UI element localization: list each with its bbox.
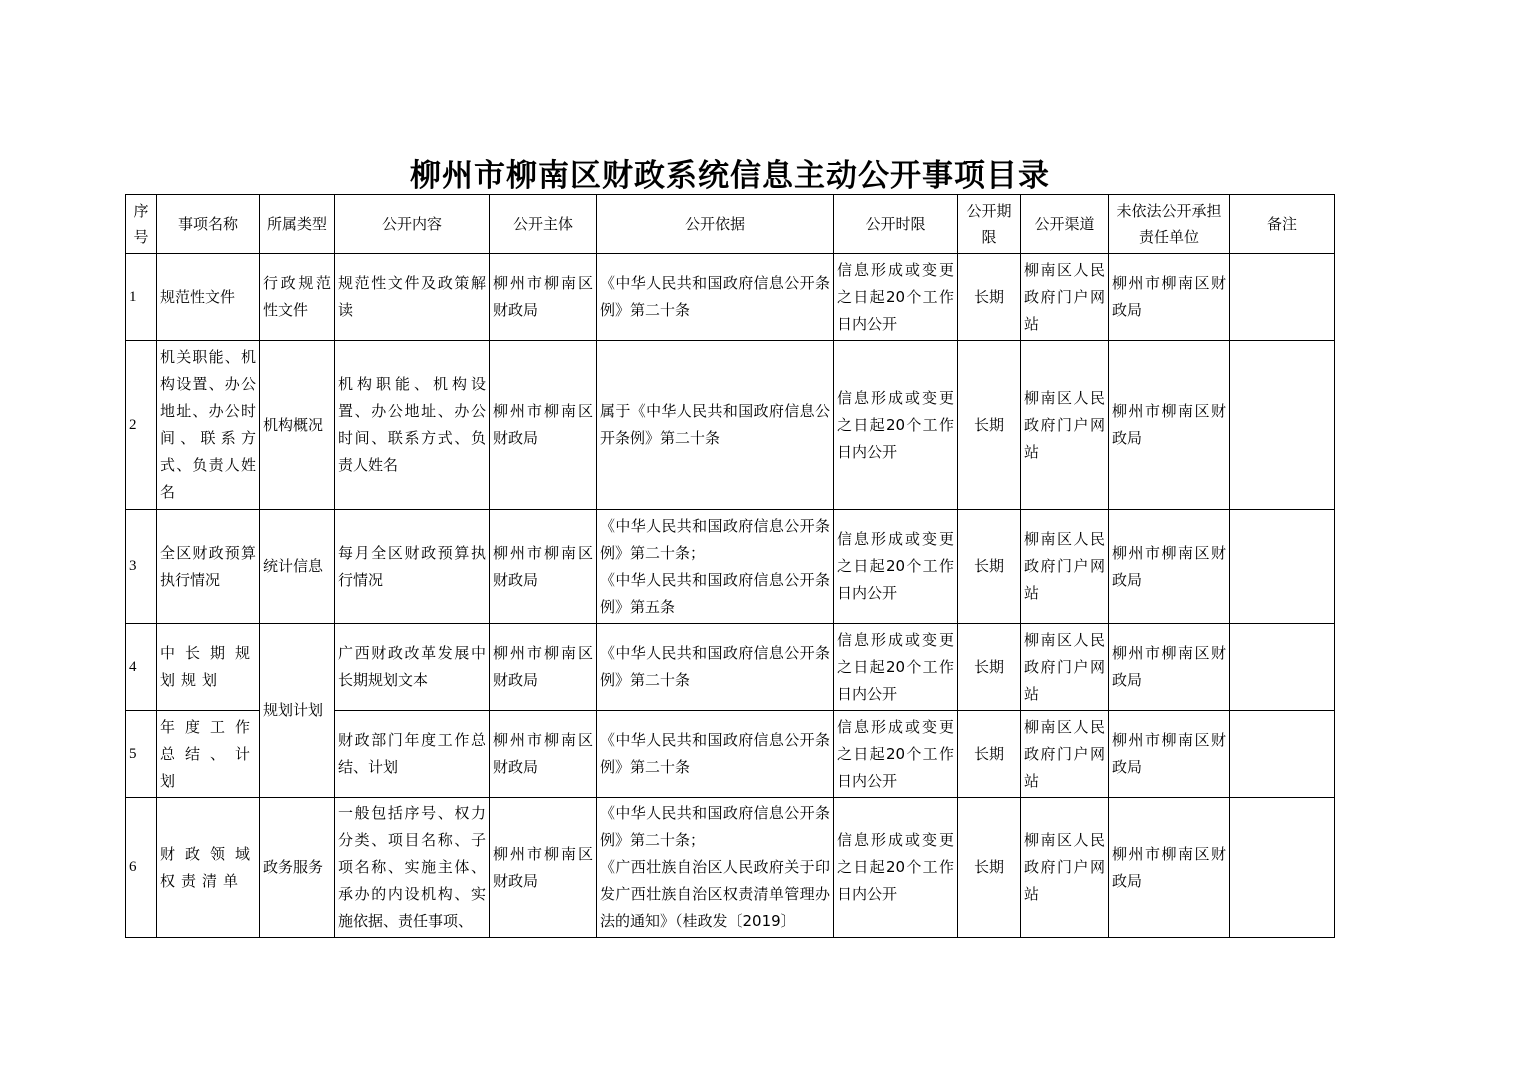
cell-time-limit: 信息形成或变更之日起20个工作日内公开 [834,624,958,711]
cell-item-name: 全区财政预算执行情况 [157,510,260,624]
cell-responsible: 柳州市柳南区财政局 [1109,510,1230,624]
basis-line: 《广西壮族自治区人民政府关于印发广西壮族自治区权责清单管理办法的通知》（桂政发〔2019〕 [600,858,830,930]
cell-period: 长期 [958,798,1021,938]
cell-subject: 柳州市柳南区财政局 [490,798,597,938]
cell-remarks [1230,624,1335,711]
cell-responsible: 柳州市柳南区财政局 [1109,254,1230,341]
cell-time-limit: 信息形成或变更之日起20个工作日内公开 [834,798,958,938]
cell-period: 长期 [958,254,1021,341]
cell-time-limit: 信息形成或变更之日起20个工作日内公开 [834,711,958,798]
cell-channel: 柳南区人民政府门户网站 [1021,341,1109,510]
cell-channel: 柳南区人民政府门户网站 [1021,798,1109,938]
header-item-name: 事项名称 [157,195,260,254]
cell-subject: 柳州市柳南区财政局 [490,341,597,510]
cell-category: 规划计划 [260,624,335,798]
cell-subject: 柳州市柳南区财政局 [490,624,597,711]
cell-responsible: 柳州市柳南区财政局 [1109,341,1230,510]
cell-responsible: 柳州市柳南区财政局 [1109,798,1230,938]
cell-basis: 《中华人民共和国政府信息公开条例》第二十条 [597,711,834,798]
cell-seq: 2 [126,341,157,510]
cell-category: 行政规范性文件 [260,254,335,341]
table-row [126,624,1335,711]
table-row [126,798,1335,938]
cell-time-limit: 信息形成或变更之日起20个工作日内公开 [834,510,958,624]
table-row [126,254,1335,341]
header-time-limit: 公开时限 [834,195,958,254]
cell-subject: 柳州市柳南区财政局 [490,254,597,341]
cell-responsible: 柳州市柳南区财政局 [1109,624,1230,711]
header-remarks: 备注 [1230,195,1335,254]
cell-content: 机构职能、机构设置、办公地址、办公时间、联系方式、负责人姓名 [335,341,490,510]
cell-period: 长期 [958,341,1021,510]
cell-seq: 3 [126,510,157,624]
cell-subject: 柳州市柳南区财政局 [490,711,597,798]
cell-seq: 4 [126,624,157,711]
cell-time-limit: 信息形成或变更之日起20个工作日内公开 [834,254,958,341]
header-content: 公开内容 [335,195,490,254]
table-row [126,341,1335,510]
header-channel: 公开渠道 [1021,195,1109,254]
cell-basis: 《中华人民共和国政府信息公开条例》第二十条 [597,254,834,341]
header-basis: 公开依据 [597,195,834,254]
cell-channel: 柳南区人民政府门户网站 [1021,624,1109,711]
cell-content: 每月全区财政预算执行情况 [335,510,490,624]
cell-item-name: 财政领域权责清单 [157,798,260,938]
cell-content: 规范性文件及政策解读 [335,254,490,341]
cell-content: 财政部门年度工作总结、计划 [335,711,490,798]
header-row [126,195,1335,254]
header-seq: 序号 [126,195,157,254]
cell-category: 机构概况 [260,341,335,510]
cell-seq: 6 [126,798,157,938]
cell-seq: 1 [126,254,157,341]
cell-remarks [1230,711,1335,798]
cell-content: 广西财政改革发展中长期规划文本 [335,624,490,711]
header-period: 公开期限 [958,195,1021,254]
disclosure-catalog-table [125,194,1335,938]
cell-basis: 《中华人民共和国政府信息公开条例》第二十条 [597,624,834,711]
cell-content: 一般包括序号、权力分类、项目名称、子项名称、实施主体、承办的内设机构、实施依据、责任事项、 [335,798,490,938]
basis-line: 《中华人民共和国政府信息公开条例》第二十条； [600,516,830,562]
basis-line: 《中华人民共和国政府信息公开条例》第二十条； [600,804,830,849]
table-row [126,510,1335,624]
cell-responsible: 柳州市柳南区财政局 [1109,711,1230,798]
cell-channel: 柳南区人民政府门户网站 [1021,510,1109,624]
cell-channel: 柳南区人民政府门户网站 [1021,254,1109,341]
header-subject: 公开主体 [490,195,597,254]
cell-seq: 5 [126,711,157,798]
cell-item-name: 规范性文件 [157,254,260,341]
cell-category: 政务服务 [260,798,335,938]
cell-remarks [1230,510,1335,624]
basis-line: 《中华人民共和国政府信息公开条例》第五条 [600,570,830,616]
cell-period: 长期 [958,624,1021,711]
page-title: 柳州市柳南区财政系统信息主动公开事项目录 [410,158,1050,194]
cell-remarks [1230,341,1335,510]
cell-basis: 属于《中华人民共和国政府信息公开条例》第二十条 [597,341,834,510]
cell-period: 长期 [958,711,1021,798]
header-responsible: 未依法公开承担责任单位 [1109,195,1230,254]
cell-category: 统计信息 [260,510,335,624]
cell-remarks [1230,798,1335,938]
cell-basis [597,510,834,624]
cell-remarks [1230,254,1335,341]
header-category: 所属类型 [260,195,335,254]
cell-basis [597,798,834,938]
cell-period: 长期 [958,510,1021,624]
cell-time-limit: 信息形成或变更之日起20个工作日内公开 [834,341,958,510]
cell-item-name: 中长期规划规划 [157,624,260,711]
cell-subject: 柳州市柳南区财政局 [490,510,597,624]
cell-item-name: 机关职能、机构设置、办公地址、办公时间、联系方式、负责人姓名 [157,341,260,510]
cell-item-name: 年度工作总结、计划 [157,711,260,798]
cell-channel: 柳南区人民政府门户网站 [1021,711,1109,798]
